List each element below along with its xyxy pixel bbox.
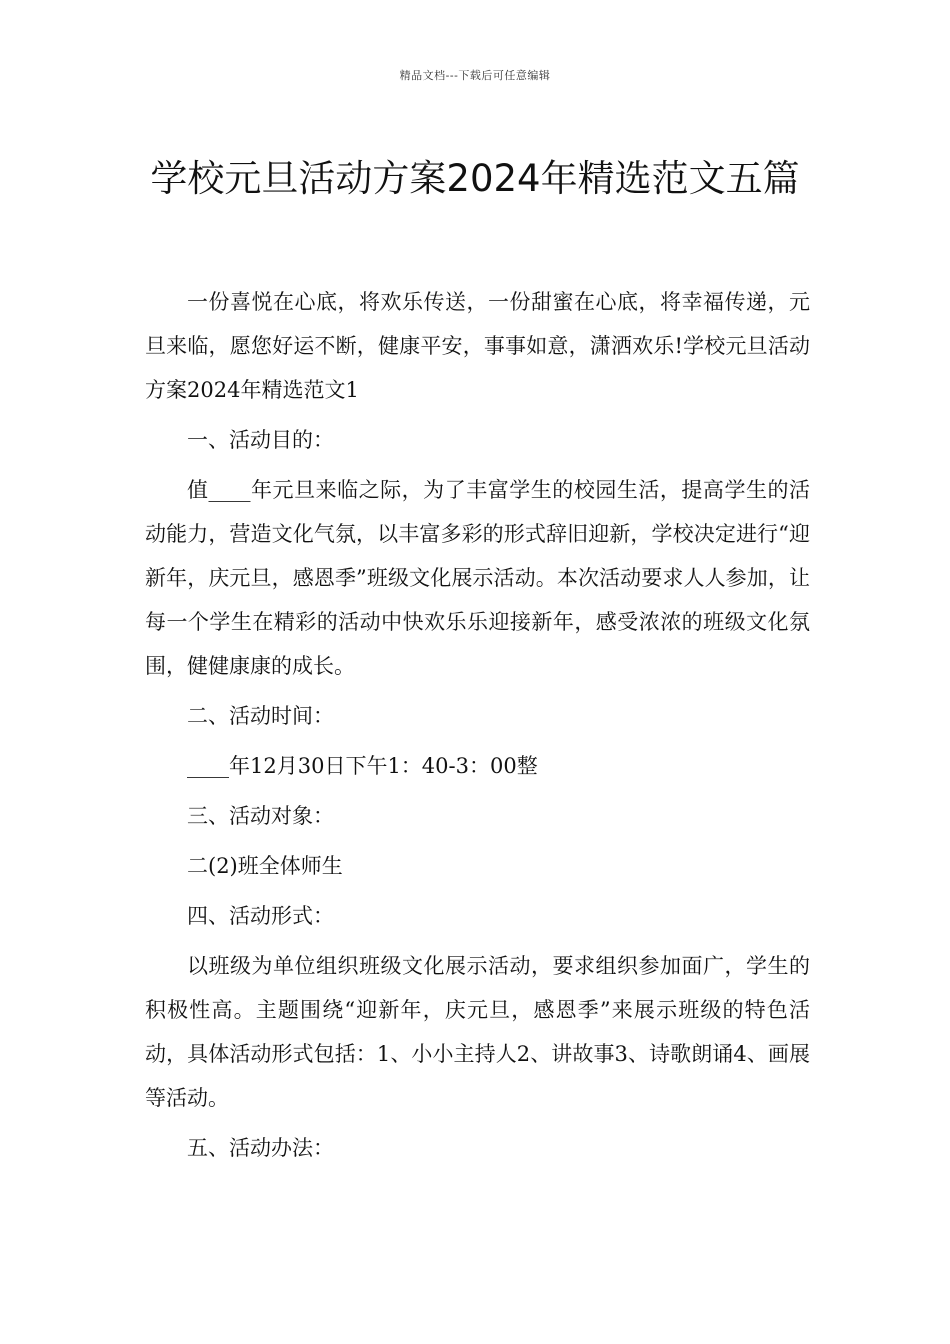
audience-paragraph: 二(2)班全体师生 <box>187 854 343 878</box>
time-paragraph: ____年12月30日下午1：40-3：00整 <box>187 754 538 778</box>
purpose-paragraph: 值____年元旦来临之际，为了丰富学生的校园生活，提高学生的活动能力，营造文化气氛，以丰富多彩的形式辞旧迎新，学校决定进行“迎新年，庆元旦，感恩季”班级文化展示活动。本次活动要求人人参加，让每一个学生在精彩的活动中快欢乐乐迎接新年，感受浓浓的班级文化氛围，健健康康的成长。 <box>145 478 810 678</box>
section-heading-method: 五、活动办法： <box>187 1136 334 1160</box>
section-heading-format: 四、活动形式： <box>187 904 334 928</box>
document-body <box>145 280 810 1176</box>
document-title: 学校元旦活动方案2024年精选范文五篇 <box>150 156 800 200</box>
intro-paragraph: 一份喜悦在心底，将欢乐传送，一份甜蜜在心底，将幸福传递，元旦来临，愿您好运不断，健康平安，事事如意，潇洒欢乐!学校元旦活动方案2024年精选范文1 <box>145 290 810 402</box>
section-heading-time: 二、活动时间： <box>187 704 334 728</box>
section-heading-audience: 三、活动对象： <box>187 804 334 828</box>
header-note: 精品文档---下载后可任意编辑 <box>399 69 551 82</box>
section-heading-purpose: 一、活动目的： <box>187 428 334 452</box>
format-paragraph: 以班级为单位组织班级文化展示活动，要求组织参加面广，学生的积极性高。主题围绕“迎新年，庆元旦，感恩季”来展示班级的特色活动，具体活动形式包括：1、小小主持人2、讲故事3、诗歌朗诵4、画展等活动。 <box>145 954 810 1110</box>
